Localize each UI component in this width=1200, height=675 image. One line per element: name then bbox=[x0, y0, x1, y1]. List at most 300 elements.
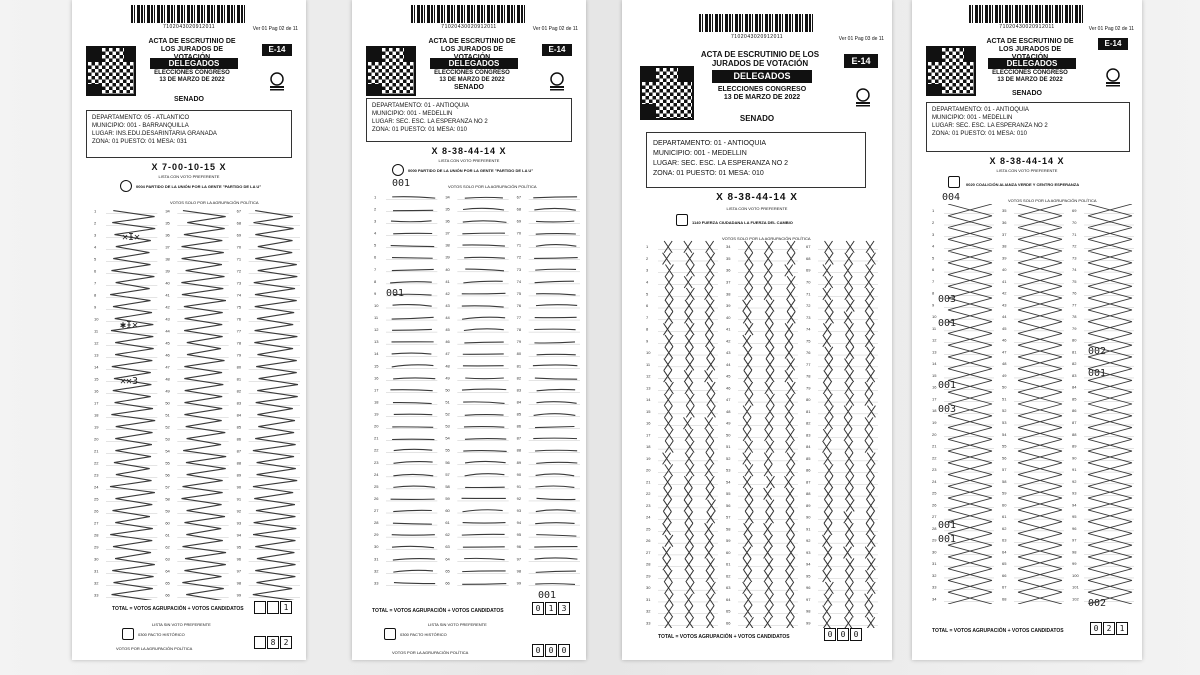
footer-votes-boxes bbox=[254, 636, 293, 649]
row-number: 9 bbox=[374, 290, 377, 296]
cross-mark bbox=[664, 617, 672, 628]
cross-mark bbox=[846, 335, 854, 347]
row-number: 88 bbox=[516, 447, 522, 453]
cross-mark bbox=[665, 429, 673, 441]
cross-mark bbox=[664, 570, 672, 582]
row-number: 35 bbox=[726, 255, 731, 261]
elections-name: ELECCIONES CONGRESO bbox=[717, 86, 807, 93]
row-number: 34 bbox=[726, 244, 731, 250]
row-number: 81 bbox=[516, 363, 522, 369]
cross-mark bbox=[787, 453, 795, 465]
row-number: 53 bbox=[1002, 420, 1007, 425]
cross-mark bbox=[663, 253, 671, 265]
cross-mark bbox=[743, 300, 751, 312]
total-votes-boxes bbox=[254, 601, 293, 614]
barcode-number: 7102043020912011 bbox=[730, 34, 784, 40]
row-number: 33 bbox=[374, 580, 379, 586]
cross-mark bbox=[765, 511, 773, 523]
row-number: 7 bbox=[94, 280, 97, 286]
cross-mark bbox=[664, 488, 672, 500]
cross-mark bbox=[764, 453, 772, 465]
row-number: 64 bbox=[1002, 549, 1007, 555]
row-number: 87 bbox=[1072, 420, 1077, 425]
row-number: 34 bbox=[445, 194, 450, 200]
cross-mark bbox=[766, 300, 774, 312]
cross-mark bbox=[785, 265, 793, 277]
cross-mark bbox=[663, 523, 671, 535]
row-number: 89 bbox=[516, 459, 522, 465]
delegados-badge: DELEGADOS bbox=[712, 70, 812, 83]
total-label: TOTAL = VOTOS AGRUPACIÓN + VOTOS CANDIDATOS bbox=[112, 606, 244, 612]
cross-mark bbox=[785, 370, 793, 382]
cross-mark bbox=[787, 276, 795, 288]
row-number: 51 bbox=[1002, 396, 1007, 402]
row-number: 1 bbox=[932, 208, 935, 214]
cross-mark bbox=[764, 617, 772, 628]
cross-mark bbox=[823, 382, 831, 394]
party-only-votes-label: VOTOS SOLO POR LA AGRUPACIÓN POLÍTICA bbox=[722, 236, 811, 241]
row-number: 2 bbox=[646, 255, 649, 261]
cross-mark bbox=[786, 394, 794, 406]
row-number: 90 bbox=[236, 484, 242, 490]
cross-mark bbox=[865, 335, 873, 347]
row-number: 93 bbox=[806, 549, 811, 555]
cross-mark bbox=[706, 441, 714, 453]
row-number: 53 bbox=[165, 436, 170, 442]
party-only-votes-label: VOTOS SOLO POR LA AGRUPACIÓN POLÍTICA bbox=[448, 184, 537, 189]
cross-mark bbox=[705, 276, 713, 288]
barcode bbox=[411, 5, 527, 23]
row-number: 3 bbox=[932, 231, 935, 237]
row-number: 19 bbox=[932, 420, 937, 425]
cross-mark bbox=[865, 547, 873, 559]
row-number: 72 bbox=[516, 254, 522, 260]
cross-mark bbox=[823, 323, 831, 335]
handwritten-mark: 001 bbox=[538, 590, 557, 601]
cross-mark bbox=[844, 417, 852, 429]
row-number: 53 bbox=[726, 467, 731, 473]
cross-mark bbox=[705, 523, 713, 535]
cross-mark bbox=[706, 594, 714, 606]
footer-party-name: 0300 PACTO HISTÓRICO bbox=[400, 632, 447, 637]
cross-mark bbox=[846, 535, 854, 547]
e14-sheet-4 bbox=[912, 0, 1142, 660]
form-code-badge: E-14 bbox=[1098, 38, 1128, 50]
elections-name: ELECCIONES CONGRESO bbox=[992, 70, 1068, 76]
row-number: 55 bbox=[445, 447, 450, 453]
row-number: 33 bbox=[94, 592, 99, 598]
cross-mark bbox=[706, 265, 714, 277]
row-number: 95 bbox=[806, 573, 811, 579]
row-number: 98 bbox=[516, 568, 522, 574]
cross-mark bbox=[765, 429, 773, 441]
party-name: 0020 COALICIÓN ALIANZA VERDE Y CENTRO ESPERANZA bbox=[966, 182, 1080, 187]
total-votes-boxes bbox=[824, 628, 863, 641]
cross-mark bbox=[786, 535, 794, 547]
handwritten-mark: 002 bbox=[1088, 346, 1107, 357]
cross-mark bbox=[743, 476, 751, 488]
cross-mark bbox=[766, 370, 774, 382]
departamento: DEPARTAMENTO: 01 - ANTIOQUIA bbox=[932, 107, 1029, 113]
cross-mark bbox=[665, 441, 673, 453]
cross-mark bbox=[764, 288, 772, 300]
handwritten-mark: 004 bbox=[942, 192, 961, 203]
lugar: LUGAR: SEC. ESC. LA ESPERANZA NO 2 bbox=[932, 123, 1048, 129]
row-number: 25 bbox=[374, 483, 379, 489]
cross-mark bbox=[823, 617, 831, 628]
row-number: 82 bbox=[1072, 361, 1077, 367]
cross-mark bbox=[786, 417, 794, 429]
row-number: 54 bbox=[726, 479, 731, 485]
row-number: 48 bbox=[165, 376, 170, 382]
row-number: 84 bbox=[806, 444, 811, 450]
row-number: 35 bbox=[1002, 208, 1007, 214]
cross-mark bbox=[686, 617, 694, 628]
corporation-label: SENADO bbox=[739, 114, 775, 123]
cross-mark bbox=[684, 370, 692, 382]
row-number: 73 bbox=[516, 266, 522, 272]
row-number: 69 bbox=[806, 267, 811, 273]
row-number: 9 bbox=[932, 302, 935, 308]
e14-sheet-1 bbox=[72, 0, 306, 660]
list-type: LISTA CON VOTO PREFERENTE bbox=[996, 168, 1058, 173]
elections-label bbox=[702, 86, 822, 102]
party-name: 0004 PARTIDO DE LA UNIÓN POR LA GENTE "PARTIDO DE LA U" bbox=[136, 184, 262, 189]
row-number: 69 bbox=[516, 218, 522, 224]
row-number: 95 bbox=[1072, 514, 1077, 520]
form-code-badge: E-14 bbox=[542, 44, 572, 56]
row-number: 60 bbox=[1002, 502, 1007, 508]
handwritten-mark: 001 bbox=[386, 288, 405, 299]
row-number: 18 bbox=[374, 399, 379, 405]
cross-mark bbox=[865, 429, 873, 441]
cross-mark bbox=[765, 558, 773, 570]
cross-mark bbox=[786, 523, 794, 535]
row-number: 14 bbox=[646, 397, 651, 403]
row-number: 65 bbox=[165, 580, 170, 586]
row-number: 87 bbox=[236, 448, 242, 454]
row-number: 48 bbox=[1002, 361, 1007, 367]
row-number: 98 bbox=[1072, 549, 1077, 555]
form-code-badge: E-14 bbox=[262, 44, 292, 56]
cross-mark bbox=[745, 253, 753, 265]
page-version: Ver 01 Pag 03 de 11 bbox=[838, 36, 884, 42]
cross-mark bbox=[824, 523, 832, 535]
cross-mark bbox=[686, 288, 694, 300]
party-logo-icon bbox=[120, 180, 132, 192]
elections-date: 13 DE MARZO DE 2022 bbox=[159, 77, 225, 83]
row-number: 39 bbox=[726, 303, 731, 309]
row-number: 46 bbox=[445, 339, 450, 345]
row-number: 41 bbox=[445, 278, 450, 284]
cross-mark bbox=[825, 582, 833, 594]
row-number: 53 bbox=[445, 423, 450, 429]
handwritten-mark: ✕✕3 bbox=[120, 376, 139, 387]
row-number: 60 bbox=[165, 520, 170, 526]
row-number: 80 bbox=[516, 351, 522, 357]
handwritten-mark: 001 bbox=[938, 534, 957, 545]
cross-mark bbox=[743, 582, 751, 594]
row-number: 81 bbox=[806, 408, 811, 414]
row-number: 49 bbox=[445, 375, 450, 381]
row-number: 56 bbox=[165, 472, 170, 478]
cross-mark bbox=[785, 335, 793, 347]
cross-mark bbox=[684, 276, 692, 288]
cross-mark bbox=[707, 511, 715, 523]
cross-mark bbox=[846, 241, 854, 253]
cross-mark bbox=[664, 241, 672, 253]
row-number: 73 bbox=[1072, 255, 1077, 261]
cross-mark bbox=[786, 464, 794, 476]
row-number: 70 bbox=[1072, 220, 1077, 225]
row-number: 40 bbox=[445, 266, 450, 272]
row-number: 92 bbox=[806, 538, 811, 544]
row-number: 39 bbox=[445, 254, 450, 260]
row-number: 41 bbox=[1002, 278, 1007, 284]
zona-puesto-mesa: ZONA: 01 PUESTO: 01 MESA: 010 bbox=[932, 131, 1027, 137]
row-number: 42 bbox=[165, 304, 170, 310]
cross-mark bbox=[845, 582, 853, 594]
cross-mark bbox=[705, 312, 713, 324]
row-number: 55 bbox=[165, 460, 170, 466]
cross-mark bbox=[866, 241, 874, 253]
row-number: 16 bbox=[94, 388, 99, 394]
cross-mark bbox=[686, 253, 694, 265]
row-number: 62 bbox=[445, 532, 450, 538]
cross-mark bbox=[743, 429, 751, 441]
row-number: 28 bbox=[374, 520, 379, 526]
row-number: 57 bbox=[445, 471, 450, 477]
row-number: 70 bbox=[516, 230, 522, 236]
row-number: 68 bbox=[1002, 596, 1007, 602]
row-number: 98 bbox=[806, 608, 811, 614]
row-number: 5 bbox=[94, 256, 97, 262]
cross-mark bbox=[684, 488, 692, 500]
elections-date: 13 DE MARZO DE 2022 bbox=[723, 94, 801, 101]
row-number: 74 bbox=[516, 278, 522, 284]
digit-box: 8 bbox=[267, 636, 279, 649]
handwritten-mark: 001 bbox=[1088, 368, 1107, 379]
row-number: 26 bbox=[374, 495, 379, 501]
row-number: 91 bbox=[806, 526, 811, 532]
row-number: 23 bbox=[646, 502, 651, 508]
cross-mark bbox=[866, 265, 874, 277]
row-number: 25 bbox=[646, 526, 651, 532]
row-number: 69 bbox=[236, 232, 242, 238]
row-number: 32 bbox=[932, 572, 937, 578]
row-number: 18 bbox=[94, 412, 99, 418]
cross-mark bbox=[845, 288, 853, 300]
row-number: 62 bbox=[726, 573, 731, 579]
row-number: 49 bbox=[726, 420, 731, 426]
row-number: 61 bbox=[1002, 514, 1007, 520]
cross-mark bbox=[744, 370, 752, 382]
row-number: 27 bbox=[932, 514, 937, 520]
row-number: 30 bbox=[646, 585, 651, 591]
row-number: 4 bbox=[646, 279, 649, 285]
cross-mark bbox=[845, 605, 853, 617]
footer-party-name: 0300 PACTO HISTÓRICO bbox=[138, 632, 185, 637]
row-number: 8 bbox=[932, 290, 935, 296]
digit-box: 2 bbox=[1103, 622, 1115, 635]
cross-mark bbox=[744, 594, 752, 606]
delegados-badge: DELEGADOS bbox=[988, 58, 1076, 69]
vote-columns bbox=[92, 204, 306, 600]
row-number: 61 bbox=[445, 520, 450, 526]
row-number: 2 bbox=[94, 220, 97, 226]
footer-votes-boxes bbox=[532, 644, 571, 657]
row-number: 24 bbox=[374, 471, 379, 477]
row-number: 57 bbox=[1002, 467, 1007, 473]
row-number: 57 bbox=[165, 484, 170, 490]
row-number: 86 bbox=[1072, 408, 1077, 414]
row-number: 45 bbox=[165, 340, 170, 346]
row-number: 37 bbox=[165, 244, 170, 250]
row-number: 74 bbox=[236, 292, 242, 298]
cross-mark bbox=[845, 453, 853, 465]
cross-mark bbox=[705, 335, 713, 347]
total-label: TOTAL = VOTOS AGRUPACIÓN + VOTOS CANDIDATOS bbox=[932, 628, 1064, 634]
row-number: 5 bbox=[374, 242, 377, 248]
cross-mark bbox=[765, 382, 773, 394]
row-number: 23 bbox=[932, 467, 937, 473]
cross-mark bbox=[865, 417, 873, 429]
page-version: Ver 01 Pag 02 de 11 bbox=[252, 26, 298, 32]
corporation-label: SENADO bbox=[1012, 90, 1042, 97]
row-number: 58 bbox=[445, 483, 450, 489]
digit-box: 0 bbox=[837, 628, 849, 641]
row-number: 84 bbox=[236, 412, 242, 418]
row-number: 49 bbox=[165, 388, 170, 394]
row-number: 26 bbox=[646, 538, 651, 544]
cross-mark bbox=[865, 300, 873, 312]
cross-mark bbox=[844, 547, 852, 559]
row-number: 69 bbox=[1072, 208, 1077, 214]
row-number: 80 bbox=[806, 397, 811, 403]
row-number: 33 bbox=[932, 584, 937, 590]
row-number: 42 bbox=[1002, 290, 1007, 296]
digit-box bbox=[254, 601, 266, 614]
row-number: 63 bbox=[1002, 537, 1007, 543]
row-number: 99 bbox=[806, 620, 811, 626]
cross-mark bbox=[764, 570, 772, 582]
row-number: 68 bbox=[806, 255, 811, 261]
cross-mark bbox=[866, 288, 874, 300]
row-number: 27 bbox=[374, 508, 379, 514]
cross-mark bbox=[787, 253, 795, 265]
cross-mark bbox=[706, 535, 714, 547]
row-number: 87 bbox=[516, 435, 522, 441]
row-number: 8 bbox=[374, 278, 377, 284]
row-number: 72 bbox=[806, 303, 811, 309]
row-number: 7 bbox=[374, 266, 377, 272]
cross-mark bbox=[707, 382, 715, 394]
row-number: 36 bbox=[726, 267, 731, 273]
e14-sheet-2 bbox=[352, 0, 586, 660]
digit-box: 0 bbox=[532, 644, 544, 657]
handwritten-mark: 001 bbox=[938, 520, 957, 531]
cross-mark bbox=[866, 347, 874, 359]
elections-label bbox=[422, 70, 522, 84]
form-code-badge: E-14 bbox=[844, 54, 878, 68]
cross-mark bbox=[845, 359, 853, 371]
row-number: 13 bbox=[932, 349, 937, 355]
row-number: 46 bbox=[165, 352, 170, 358]
cross-mark bbox=[823, 335, 831, 347]
cross-mark bbox=[823, 265, 831, 277]
cross-mark bbox=[786, 511, 794, 523]
row-number: 39 bbox=[1002, 255, 1007, 261]
cross-mark bbox=[685, 558, 693, 570]
row-number: 75 bbox=[806, 338, 811, 344]
row-number: 47 bbox=[726, 397, 731, 403]
cross-mark bbox=[764, 464, 772, 476]
row-number: 67 bbox=[806, 244, 811, 250]
cross-mark bbox=[787, 300, 795, 312]
elections-date: 13 DE MARZO DE 2022 bbox=[439, 77, 505, 83]
row-number: 30 bbox=[374, 544, 379, 550]
row-number: 22 bbox=[646, 491, 651, 497]
row-number: 56 bbox=[726, 502, 731, 508]
cross-mark bbox=[825, 241, 833, 253]
row-number: 6 bbox=[94, 268, 97, 274]
cross-mark bbox=[823, 535, 831, 547]
row-number: 92 bbox=[516, 495, 522, 501]
cross-mark bbox=[685, 300, 693, 312]
barcode-number: 71020430020912011 bbox=[441, 24, 497, 30]
row-number: 77 bbox=[516, 315, 522, 321]
cross-mark bbox=[665, 382, 673, 394]
e14-sheet-3 bbox=[622, 0, 892, 660]
row-number: 29 bbox=[932, 537, 937, 543]
cross-chain-mark bbox=[1088, 204, 1132, 604]
cross-mark bbox=[844, 406, 852, 418]
cross-mark bbox=[706, 558, 714, 570]
barcode-number: 71020430020912011 bbox=[999, 24, 1055, 30]
vote-columns bbox=[644, 240, 884, 628]
row-number: 6 bbox=[374, 254, 377, 260]
row-number: 61 bbox=[165, 532, 170, 538]
form-title: ACTA DE ESCRUTINIO DE LOS JURADOS DE bbox=[148, 38, 236, 53]
row-number: 67 bbox=[1002, 584, 1007, 590]
row-number: 88 bbox=[1072, 431, 1077, 437]
row-number: 77 bbox=[806, 361, 811, 367]
cross-mark bbox=[685, 335, 693, 347]
digit-box: 0 bbox=[558, 644, 570, 657]
row-number: 6 bbox=[932, 267, 935, 273]
table-code: X 8-38-44-14 X bbox=[431, 146, 507, 156]
lugar: LUGAR: INS.EDU.DESARINTARIA GRANADA bbox=[92, 131, 217, 137]
row-number: 99 bbox=[1072, 561, 1077, 567]
party-only-votes-label: VOTOS SOLO POR LA AGRUPACIÓN POLÍTICA bbox=[170, 200, 259, 205]
row-number: 91 bbox=[516, 483, 522, 489]
cross-mark bbox=[824, 394, 832, 406]
cross-mark bbox=[706, 347, 714, 359]
row-number: 19 bbox=[646, 455, 651, 461]
row-number: 28 bbox=[646, 561, 651, 567]
cross-mark bbox=[686, 441, 694, 453]
row-number: 31 bbox=[932, 561, 937, 567]
cross-mark bbox=[745, 464, 753, 476]
scribble-mark bbox=[533, 197, 578, 585]
cross-mark bbox=[825, 359, 833, 371]
national-seal-icon bbox=[852, 86, 874, 108]
row-number: 10 bbox=[374, 302, 379, 308]
row-number: 18 bbox=[932, 408, 937, 414]
departamento: DEPARTAMENTO: 05 - ATLANTICO bbox=[92, 115, 190, 121]
cross-mark bbox=[865, 570, 873, 582]
row-number: 54 bbox=[1002, 431, 1007, 437]
